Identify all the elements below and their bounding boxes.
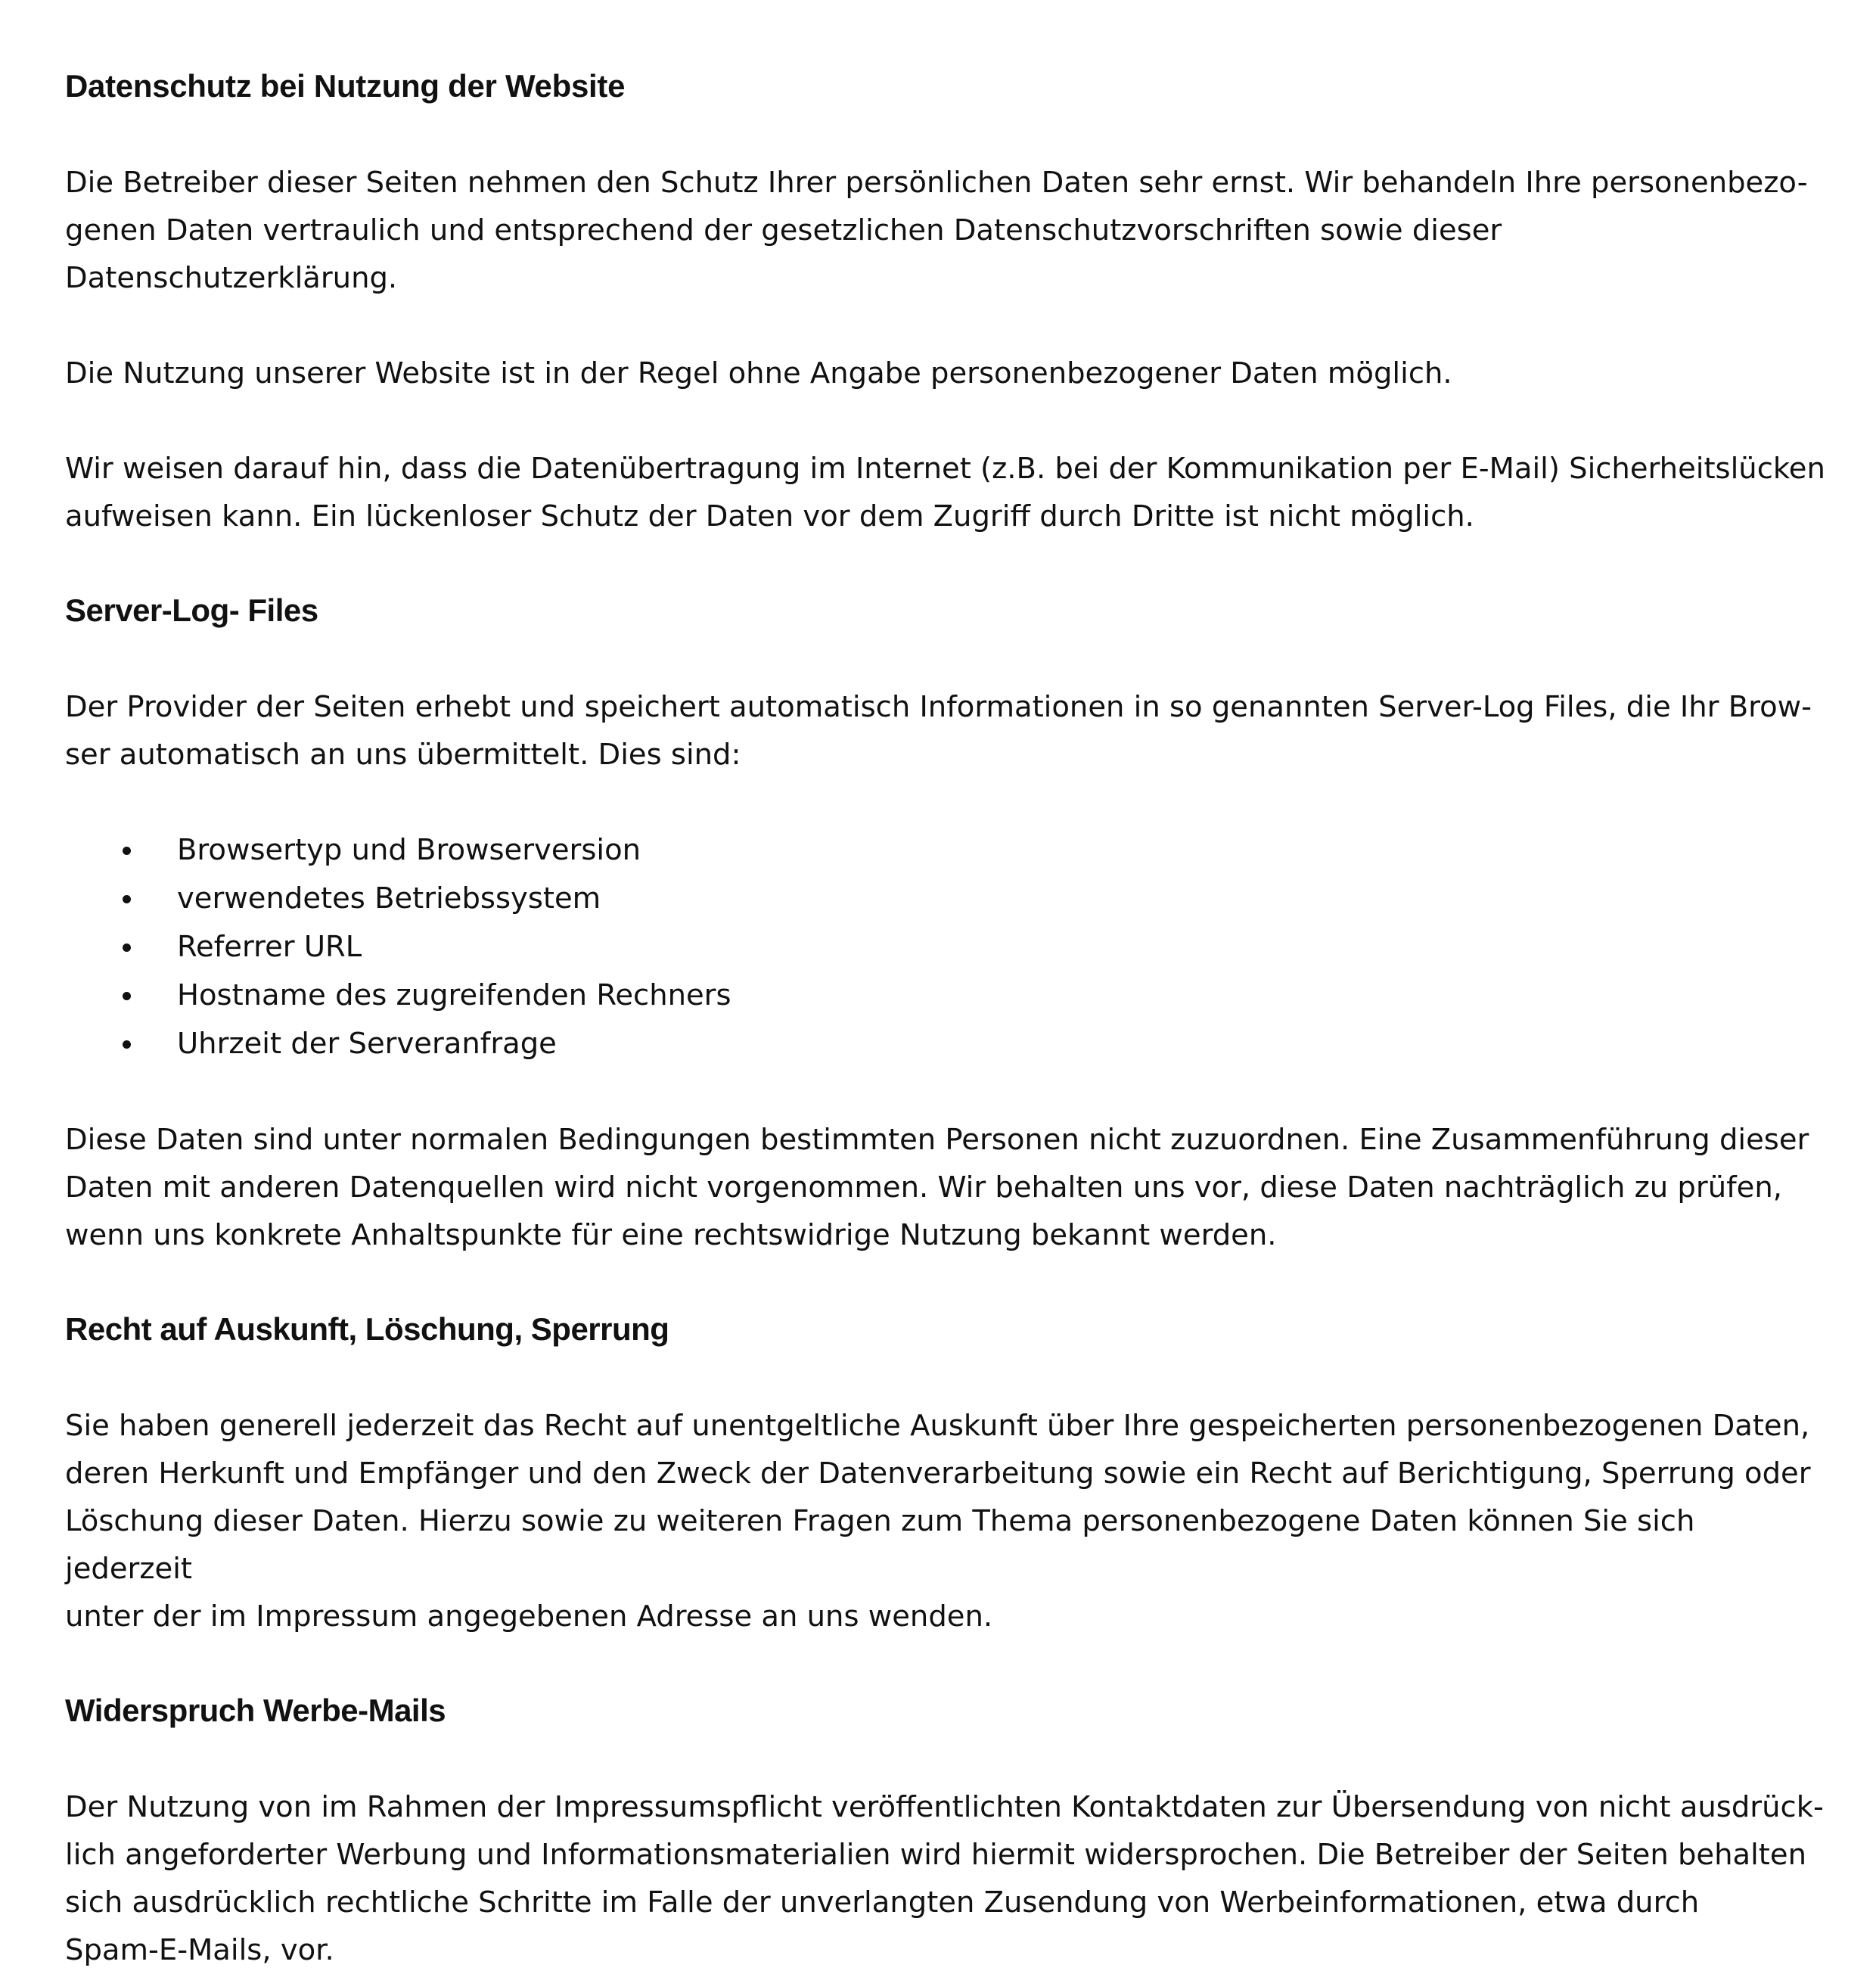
bullet-icon — [123, 847, 131, 855]
section-heading-datenschutz: Datenschutz bei Nutzung der Website — [65, 68, 626, 104]
paragraph-datenuebertragung: Wir weisen darauf hin, dass die Datenübertragung im Internet (z.B. bei der Kommunikation per E-Mail) Sicherheitslücken aufweisen kann. Ein lückenloser Schutz der Daten vor dem Zugriff durch Dritte ist nicht möglich. — [65, 452, 1825, 533]
list-item — [65, 923, 1828, 971]
list-item — [65, 826, 1828, 875]
server-log-list — [65, 826, 1828, 1068]
bullet-icon — [123, 992, 131, 1000]
list-item-text: verwendetes Betriebssystem — [177, 881, 601, 916]
paragraph-schutz-daten: Die Betreiber dieser Seiten nehmen den Schutz Ihrer persönlichen Daten sehr ernst. Wir behandeln Ihre personenbezo- genen Daten vertraulich und entsprechend der gesetzlichen Datenschutzvorschriften sowie dieser Datenschutzerklärung. — [65, 166, 1808, 295]
list-item — [65, 1020, 1828, 1068]
paragraph-widerspruch: Der Nutzung von im Rahmen der Impressumspflicht veröffentlichten Kontaktdaten zur Übersendung von nicht ausdrück- lich angeforderter Werbung und Informationsmaterialien wird hiermit widersprochen. Die Betreiber der Seiten behalten sich ausdrücklich rechtliche Schritte im Falle der unverlangten Zusendung von Werbeinformationen, etwa durch Spam-E-Mails, vor. — [65, 1790, 1824, 1967]
section-heading-recht-auskunft: Recht auf Auskunft, Löschung, Sperrung — [65, 1311, 669, 1347]
bullet-icon — [123, 943, 131, 952]
document-body — [65, 64, 1828, 1974]
section-heading-widerspruch-werbe-mails: Widerspruch Werbe-Mails — [65, 1693, 446, 1728]
bullet-icon — [123, 895, 131, 903]
paragraph-daten-zuordnung: Diese Daten sind unter normalen Bedingungen bestimmten Personen nicht zuzuordnen. Eine Zusammenführung dieser Daten mit anderen Datenquellen wird nicht vorgenommen. Wir behalten uns vor, diese Daten nachträglich zu prüfen, wenn uns konkrete Anhaltspunkte für eine rechtswidrige Nutzung bekannt werden. — [65, 1123, 1809, 1252]
bullet-icon — [123, 1040, 131, 1049]
list-item-text: Uhrzeit der Serveranfrage — [177, 1027, 557, 1061]
paragraph-nutzung-website: Die Nutzung unserer Website ist in der Regel ohne Angabe personenbezogener Daten möglich. — [65, 356, 1452, 390]
list-item-text: Browsertyp und Browserversion — [177, 833, 641, 867]
list-item — [65, 971, 1828, 1020]
paragraph-provider: Der Provider der Seiten erhebt und speichert automatisch Informationen in so genannten Server-Log Files, die Ihr Brow- ser automatisch an uns übermittelt. Dies sind: — [65, 690, 1812, 772]
paragraph-recht-auskunft: Sie haben generell jederzeit das Recht auf unentgeltliche Auskunft über Ihre gespeicherten personenbezogenen Daten, deren Herkunft und Empfänger und den Zweck der Datenverarbeitung sowie ein Recht auf Berichtigung, Sperrung oder Löschung dieser Daten. Hierzu sowie zu weiteren Fragen zum Thema personenbezogene Daten können Sie sich jederzeit unter der im Impressum angegebenen Adresse an uns wenden. — [65, 1409, 1811, 1634]
list-item — [65, 875, 1828, 923]
list-item-text: Referrer URL — [177, 930, 362, 964]
section-heading-server-log-files: Server-Log- Files — [65, 592, 318, 628]
list-item-text: Hostname des zugreifenden Rechners — [177, 978, 731, 1012]
